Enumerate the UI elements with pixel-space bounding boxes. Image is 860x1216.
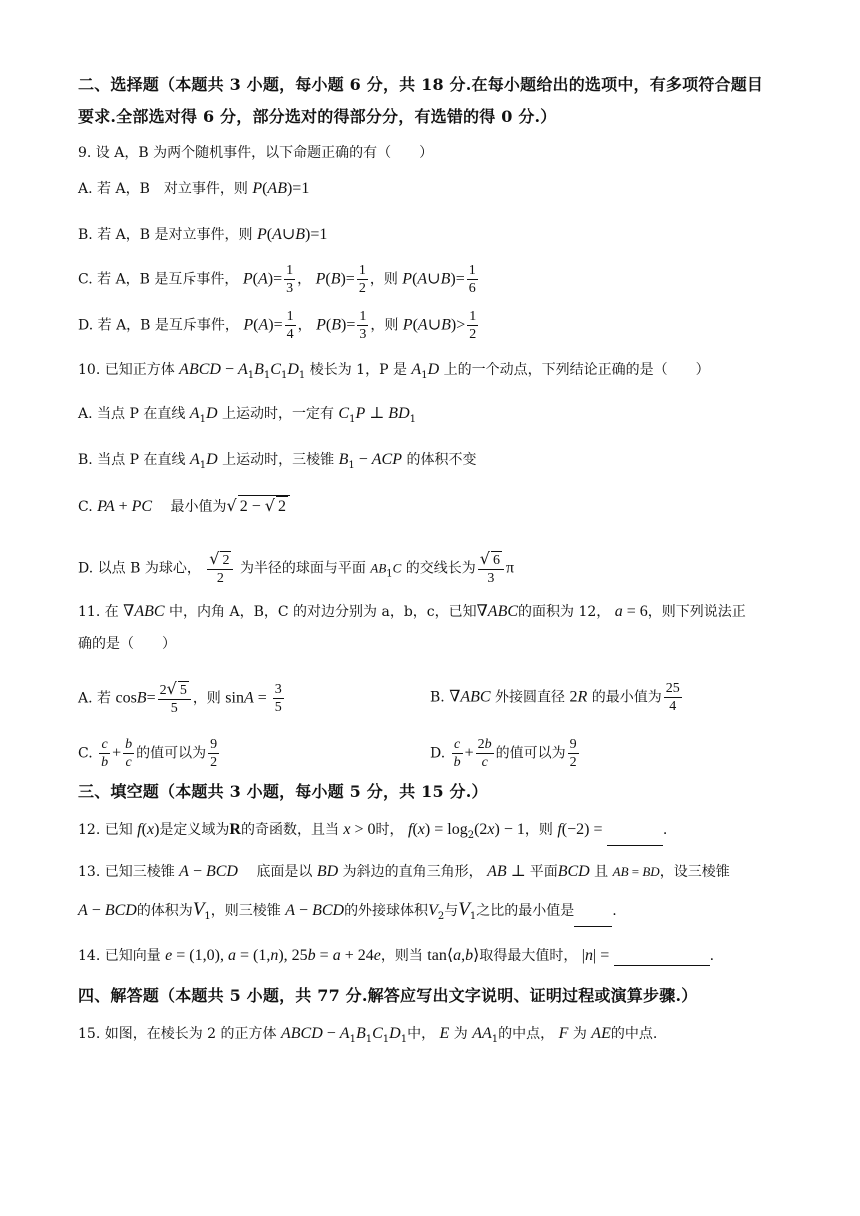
q13-l1-pre: 13. 已知三棱锥 xyxy=(78,864,175,880)
q13-l1-post: ，设三棱锥 xyxy=(659,864,730,880)
section-4-heading: 四、解答题（本题共 5 小题，共 77 分.解答应写出文字说明、证明过程或演算步骤.） xyxy=(78,986,698,1005)
q11-option-d-post: 的值可以为 xyxy=(495,745,566,762)
q13-l2-mid4: 与 xyxy=(444,903,459,919)
q10-option-d: D. 以点 B 为球心， $\frac{√ 2}{2}$ 为半径的球面与平面 $AB_1C$ 的交线长为 $\frac{√ 6}{3}$ π xyxy=(78,549,515,586)
q12-mid3: 时， xyxy=(375,822,404,838)
q13-stem-line1: 13. 已知三棱锥 A − BCD 底面是以 BD 为斜边的直角三角形， AB ⊥ 平面BCD 且 AB = BD，设三棱锥 xyxy=(78,863,730,880)
q13-l2-post: 之比的最小值是 xyxy=(476,903,575,919)
q15-mid4: 为 xyxy=(572,1026,587,1042)
q10-option-b-post: 的体积不变 xyxy=(406,452,477,468)
q13-stem-line2: A − BCD的体积为$V_1$，则三棱锥 A − BCD的外接球体积$V_2$与$V_1$之比的最小值是 . xyxy=(78,900,617,927)
q15-pre: 15. 如图，在棱长为 2 的正方体 xyxy=(78,1026,277,1042)
q11-option-b-post: 的最小值为 xyxy=(591,689,662,706)
q9-option-a-text: A. 若 A，B 对立事件，则 xyxy=(78,181,248,197)
section-3-heading: 三、填空题（本题共 3 小题，每小题 5 分，共 15 分.） xyxy=(78,782,488,801)
q10-option-a-pre: A. 当点 P 在直线 xyxy=(78,406,186,422)
q10-option-b-pre: B. 当点 P 在直线 xyxy=(78,452,186,468)
section-2-heading-line1: 二、选择题（本题共 3 小题，每小题 6 分，共 18 分.在每小题给出的选项中，有多项符合题目 xyxy=(78,75,764,94)
q11-stem-line1: 11. 在 ∇ABC 中，内角 A，B，C 的对边分别为 a，b，c，已知∇ABC的面积为 12， a = 6，则下列说法正 xyxy=(78,603,746,620)
q10-option-a: A. 当点 P 在直线 $A_1D$ 上运动时，一定有 $C_1P$ ⊥ $BD_1$ xyxy=(78,405,416,425)
q11-option-b-pre: B. xyxy=(430,689,445,706)
q11-option-a: A. 若 cosB= $\frac{2√ 5}{5}$ ，则 sinA = $\frac{3}{5}$ xyxy=(78,679,282,716)
q12-stem: 12. 已知 f(x)是定义域为R的奇函数，且当 x > 0时， $f(x) = \log_2(2x) - 1$，则 f(−2) = . xyxy=(78,820,667,846)
q9-option-d: D. 若 A，B 是互斥事件， P(A)= $\frac{1}{4}$ ， P(B)= $\frac{1}{3}$ ，则 P(A∪B)> $\frac{1}{2}$ xyxy=(78,309,477,342)
q12-mid1: 是定义域为 xyxy=(159,822,230,838)
q9-option-c: C. 若 A，B 是互斥事件， P(A)= $\frac{1}{3}$ ， P(B)= $\frac{1}{2}$ ，则 P(A∪B)= $\frac{1}{6}$ xyxy=(78,263,476,296)
q10-option-d-pre: D. 以点 B 为球心， xyxy=(78,560,201,577)
q11-option-b-mid: 外接圆直径 xyxy=(495,689,566,706)
q12-mid2: 的奇函数，且当 xyxy=(240,822,339,838)
q11-option-c-post: 的值可以为 xyxy=(136,745,207,762)
q10-option-b-mid: 上运动时，三棱锥 xyxy=(222,452,335,468)
q13-l2-mid2: ，则三棱锥 xyxy=(210,903,281,919)
q10-option-d-post: 的交线长为 xyxy=(405,560,476,577)
q13-answer-blank[interactable] xyxy=(574,911,612,927)
q11-option-a-mid: ，则 xyxy=(192,690,221,707)
q13-l1-mid: 底面是以 xyxy=(256,864,313,880)
q9-option-b: B. 若 A，B 是对立事件，则 P(A∪B)=1 xyxy=(78,226,328,243)
q11-option-c-pre: C. xyxy=(78,745,93,762)
q11-option-c: C. $\frac{c}{b}$ + $\frac{b}{c}$ 的值可以为 $\frac{9}{2}$ xyxy=(78,737,218,770)
q13-l1-mid3: 平面 xyxy=(529,864,558,880)
section-2-heading-line2: 要求.全部选对得 6 分，部分选对的得部分分，有选错的得 0 分.） xyxy=(78,107,557,126)
q9-option-c-text: C. 若 A，B 是互斥事件， xyxy=(78,271,239,288)
q15-mid: 中， xyxy=(407,1026,436,1042)
q11-line1-mid: 中，内角 A，B，C 的对边分别为 a，b，c，已知 xyxy=(169,604,477,620)
q13-l1-mid4: 且 xyxy=(594,864,609,880)
q9-option-b-text: B. 若 A，B 是对立事件，则 xyxy=(78,227,253,243)
q11-option-d: D. $\frac{c}{b}$ + $\frac{2b}{c}$ 的值可以为 $\frac{9}{2}$ xyxy=(430,737,577,770)
q14-stem: 14. 已知向量 e = (1,0), a = (1,n), 25b = a + 24e，则当 tan⟨a,b⟩取得最大值时， |n| = . xyxy=(78,947,715,964)
q10-stem-pre: 10. 已知正方体 xyxy=(78,362,175,378)
q11-line1-pre: 11. 在 xyxy=(78,604,119,620)
q13-l2-mid: 的体积为 xyxy=(136,903,193,919)
q12-answer-blank[interactable] xyxy=(607,830,663,846)
q10-stem: 10. 已知正方体 ABCD − $A_1B_1C_1D_1$ 棱长为 1，P 是 $A_1D$ 上的一个动点，下列结论正确的是（ ） xyxy=(78,361,710,381)
q9-stem: 9. 设 A，B 为两个随机事件，以下命题正确的有（ ） xyxy=(78,145,434,161)
q13-l1-mid2: 为斜边的直角三角形， xyxy=(342,864,483,880)
q9-option-a: A. 若 A，B 对立事件，则 P(AB)=1 xyxy=(78,180,310,197)
q11-option-d-pre: D. xyxy=(430,745,446,762)
q10-option-c-pre: C. xyxy=(78,499,93,515)
q10-option-d-mid: 为半径的球面与平面 xyxy=(239,560,366,577)
q12-mid4: ，则 xyxy=(524,822,553,838)
q15-mid3: 的中点， xyxy=(498,1026,555,1042)
q14-answer-blank[interactable] xyxy=(614,950,710,966)
q10-option-a-mid: 上运动时，一定有 xyxy=(221,406,334,422)
q10-option-b: B. 当点 P 在直线 $A_1D$ 上运动时，三棱锥 $B_1$ − ACP 的体积不变 xyxy=(78,451,477,471)
q10-option-c: C. PA + PC 最小值为√ 2 − √ 2 xyxy=(78,495,290,517)
q10-stem-post: 上的一个动点，下列结论正确的是（ ） xyxy=(443,362,710,378)
q15-stem: 15. 如图，在棱长为 2 的正方体 ABCD − $A_1B_1C_1D_1$中， E 为 $AA_1$的中点， F 为 AE的中点. xyxy=(78,1025,658,1045)
q14-mid: ，则当 xyxy=(380,948,423,964)
q10-option-c-mid: 最小值为 xyxy=(170,499,227,515)
q15-post: 的中点. xyxy=(610,1026,658,1042)
q12-pre: 12. 已知 xyxy=(78,822,133,838)
q13-l2-mid3: 的外接球体积 xyxy=(344,903,429,919)
q11-option-b: B. ∇ABC 外接圆直径 2R 的最小值为 $\frac{25}{4}$ xyxy=(430,681,680,714)
q11-stem-line2: 确的是（ ） xyxy=(78,636,176,652)
q11-line1-end: ，则下列说法正 xyxy=(647,604,746,620)
q9-option-d-text: D. 若 A，B 是互斥事件， xyxy=(78,317,239,334)
q11-line1-post: 的面积为 12， xyxy=(518,604,611,620)
q9-option-a-formula: P xyxy=(252,180,263,197)
q14-pre: 14. 已知向量 xyxy=(78,948,161,964)
q15-mid2: 为 xyxy=(453,1026,468,1042)
q10-stem-mid: 棱长为 1，P 是 xyxy=(309,362,407,378)
q14-post: 取得最大值时， xyxy=(479,948,578,964)
q11-option-a-pre: A. 若 xyxy=(78,690,112,707)
